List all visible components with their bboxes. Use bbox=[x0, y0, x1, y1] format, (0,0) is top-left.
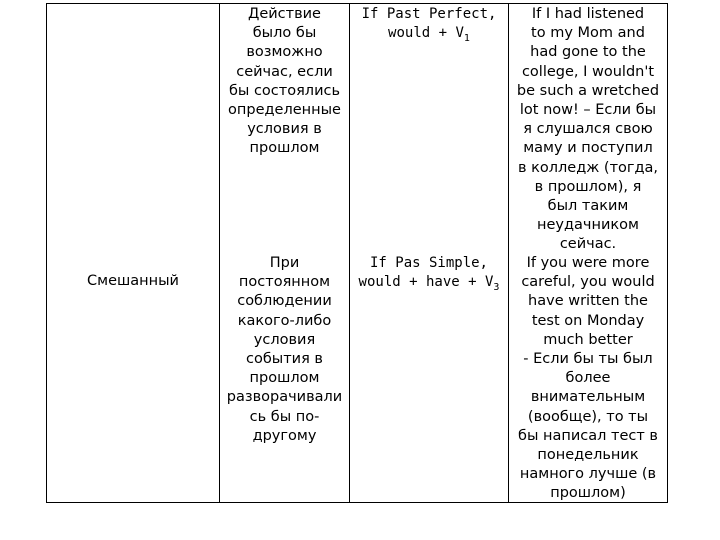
formula-cell-2 bbox=[350, 254, 508, 292]
example-cell-2: If you were more careful, you would have written the test on Monday much better - Если бы ты был более внимательным (вообще), то ты бы написал тест в понедельник намного лучше (в прошлом) bbox=[518, 255, 658, 502]
meaning-cell-1: Действие было бы возможно сейчас, если бы состоялись определенные условия в прошлом bbox=[228, 6, 341, 157]
formula-line1: If Past Perfect, bbox=[361, 6, 497, 22]
formula-line1: If Pas Simple, bbox=[369, 255, 488, 271]
formula-line2: would + have + V bbox=[358, 274, 494, 291]
formula-line2: would + V bbox=[388, 25, 464, 42]
row-label: Смешанный bbox=[87, 273, 179, 289]
formula-subscript: 3 bbox=[493, 282, 500, 293]
formula-subscript: 1 bbox=[463, 33, 470, 44]
column-divider-2 bbox=[349, 3, 350, 503]
formula-cell-1 bbox=[350, 5, 508, 43]
meaning-cell-2: При постоянном соблюдении какого-либо условия события в прошлом разворачивали сь бы по- другому bbox=[226, 255, 343, 444]
example-cell-1: If I had listened to my Mom and had gone to the college, I wouldn't be such a wretched lot now! – Если бы я слушался свою маму и поступил в колледж (тогда, в прошлом), я был таким неудачником сейчас. bbox=[516, 6, 660, 253]
